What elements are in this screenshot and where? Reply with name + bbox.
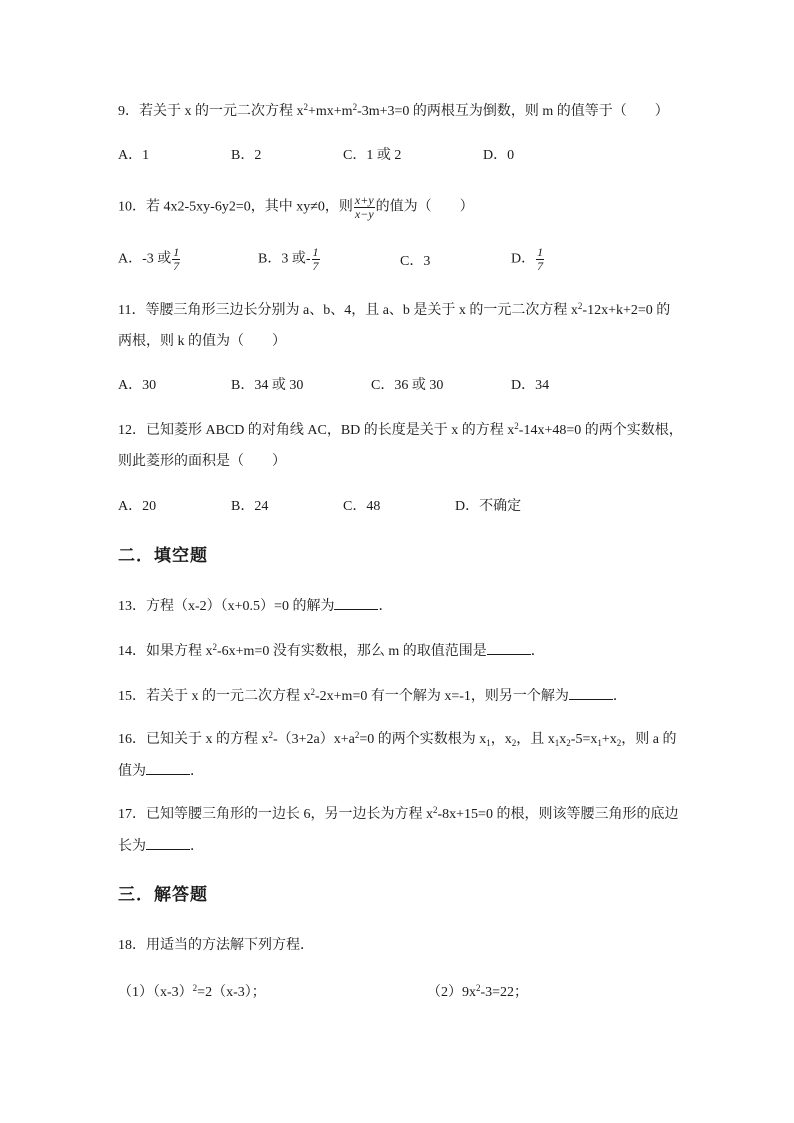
q10-option-a (118, 246, 181, 273)
question-10-text: 的值为（ ） (375, 199, 474, 215)
q9-option-a: A．1 (118, 148, 150, 163)
question-11-text: -12x+k+2=0 的 (582, 303, 671, 318)
question-18-part-1 (118, 984, 266, 1002)
q12-option-a: A．20 (118, 499, 157, 514)
option-label: B．3 或- (258, 251, 311, 267)
subscript: 1 (486, 738, 491, 748)
subscript: 1 (597, 738, 602, 748)
question-13-text: ． (378, 599, 393, 614)
question-16-line2 (118, 762, 204, 781)
question-17-text: -8x+15=0 的根，则该等腰三角形的底边 (437, 807, 679, 822)
question-16-text: +x (601, 732, 617, 747)
question-16-text: 16．已知关于 x 的方程 x (118, 732, 269, 747)
option-label: D． (511, 251, 536, 267)
question-9 (118, 103, 669, 121)
fraction (354, 194, 375, 221)
exponent: 2 (303, 102, 308, 112)
section-heading-solve: 三．解答题 (118, 885, 208, 905)
question-16-text: ，则 a 的 (621, 732, 677, 747)
section-heading-fill-in: 二．填空题 (118, 546, 208, 566)
question-10 (118, 194, 474, 221)
question-15-text: 15．若关于 x 的一元二次方程 x (118, 689, 311, 704)
q11-option-c: C．36 或 30 (371, 378, 444, 393)
question-13-text: 13．方程（x-2）（x+0.5）=0 的解为 (118, 599, 335, 614)
question-15 (118, 687, 627, 706)
fraction-numerator: 1 (537, 245, 544, 259)
question-14-text: -6x+m=0 没有实数根，那么 m 的取值范围是 (217, 644, 487, 659)
fraction-denominator: 7 (537, 259, 544, 273)
question-12-line2: 则此菱形的面积是（ ） (118, 454, 286, 469)
question-14-text: ． (530, 644, 545, 659)
fraction-numerator: 1 (173, 245, 180, 259)
question-17-text: 长为 (118, 839, 146, 854)
q10-option-d (511, 246, 545, 273)
question-14-text: 14．如果方程 x (118, 644, 213, 659)
subscript: 2 (511, 738, 517, 748)
question-16-text: x (559, 732, 567, 747)
fraction-denominator: 7 (173, 259, 180, 273)
question-13 (118, 597, 392, 616)
q9-option-c: C．1 或 2 (343, 148, 402, 163)
question-16 (118, 731, 676, 749)
question-9-text: -3m+3=0 的两根互为倒数，则 m 的值等于（ ） (357, 104, 669, 119)
question-10-text: 10．若 4x2-5xy-6y2=0，其中 xy≠0，则 (118, 199, 353, 215)
question-11-text: 11．等腰三角形三边长分别为 a、b、4，且 a、b 是关于 x 的一元二次方程 x (118, 303, 578, 318)
q9-option-d: D．0 (483, 148, 515, 163)
question-17 (118, 806, 678, 824)
q11-option-b: B．34 或 30 (231, 378, 304, 393)
question-12 (118, 422, 683, 440)
exponent: 2 (354, 730, 360, 740)
question-14 (118, 642, 545, 661)
question-16-text: -5=x (570, 732, 598, 747)
q10-option-b (258, 246, 321, 273)
q12-option-d: D．不确定 (455, 499, 522, 514)
question-9-text: 9．若关于 x 的一元二次方程 x (118, 104, 304, 119)
q11-option-d: D．34 (511, 378, 550, 393)
answer-blank[interactable] (487, 642, 531, 655)
question-18-text: =2（x-3）； (197, 985, 266, 1000)
question-18-part-2 (427, 984, 528, 1002)
question-16-text: 值为 (118, 764, 146, 779)
question-16-text: ，且 x (516, 732, 555, 747)
question-16-text: =0 的两个实数根为 x (359, 732, 487, 747)
subscript: 2 (566, 738, 571, 748)
question-11 (118, 302, 670, 320)
question-17-line2 (118, 837, 204, 856)
question-18: 18．用适当的方法解下列方程． (118, 938, 314, 953)
exponent: 2 (514, 421, 519, 431)
answer-blank[interactable] (146, 837, 190, 850)
subscript: 1 (554, 738, 560, 748)
question-18-text: -3=22； (480, 985, 529, 1000)
answer-blank[interactable] (569, 687, 613, 700)
question-9-text: +mx+m (308, 104, 353, 119)
fraction-denominator: x−y (354, 207, 374, 221)
fraction-numerator: 1 (312, 245, 319, 259)
exponent: 2 (476, 983, 481, 993)
exponent: 2 (192, 983, 198, 993)
exponent: 2 (268, 730, 273, 740)
fraction-denominator: 7 (312, 259, 319, 273)
question-18-text: （2）9x (427, 985, 476, 1000)
question-12-text: -14x+48=0 的两个实数根， (518, 423, 683, 438)
fraction (312, 246, 320, 273)
fraction (536, 246, 544, 273)
q10-option-c: C．3 (400, 254, 431, 269)
option-label: A．-3 或 (118, 251, 172, 267)
question-17-text: 17．已知等腰三角形的一边长 6，另一边长为方程 x (118, 807, 433, 822)
question-18-text: （1）（x-3） (118, 985, 193, 1000)
subscript: 2 (616, 738, 622, 748)
question-12-text: 12．已知菱形 ABCD 的对角线 AC，BD 的长度是关于 x 的方程 x (118, 423, 515, 438)
q12-option-c: C．48 (343, 499, 381, 514)
question-16-text: -（3+2a）x+a (273, 732, 355, 747)
question-16-text: ． (190, 764, 204, 779)
question-15-text: ． (612, 689, 627, 704)
answer-blank[interactable] (334, 597, 378, 610)
exponent: 2 (352, 102, 358, 112)
q12-option-b: B．24 (231, 499, 269, 514)
question-11-line2: 两根，则 k 的值为（ ） (118, 334, 286, 349)
exponent: 2 (212, 642, 217, 652)
exponent: 2 (433, 805, 438, 815)
q11-option-a: A．30 (118, 378, 157, 393)
question-16-text: ，x (490, 732, 512, 747)
exponent: 2 (577, 301, 583, 311)
question-15-text: -2x+m=0 有一个解为 x=-1，则另一个解为 (315, 689, 569, 704)
fraction (172, 246, 180, 273)
q9-option-b: B．2 (231, 148, 262, 163)
answer-blank[interactable] (146, 762, 190, 775)
fraction-numerator: x+y (354, 193, 374, 207)
question-17-text: ． (190, 839, 204, 854)
exponent: 2 (310, 687, 315, 697)
